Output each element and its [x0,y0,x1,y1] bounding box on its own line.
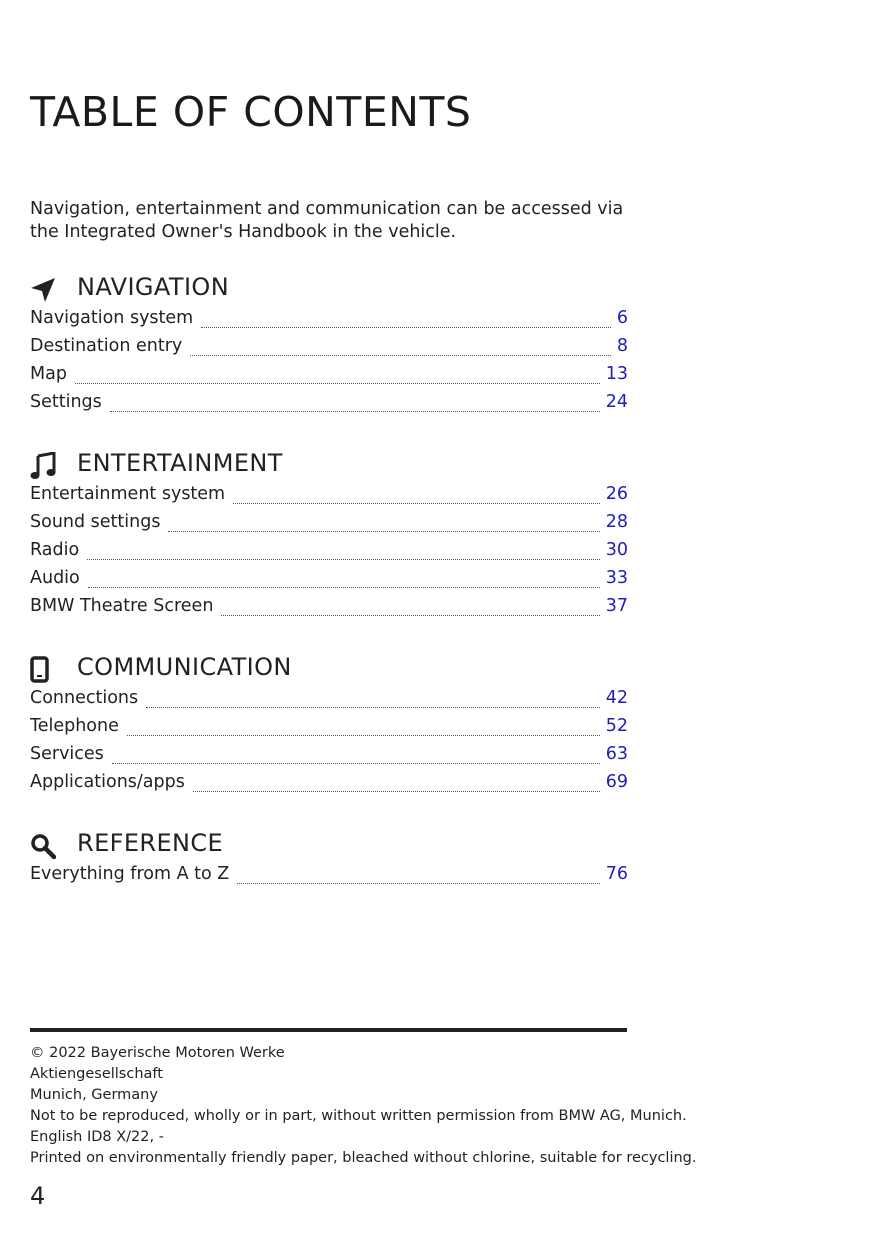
toc-list [30,308,628,420]
toc-page-number[interactable]: 76 [605,864,628,884]
section-title: REFERENCE [77,829,224,857]
copyright-footer [30,1043,697,1169]
toc-entry-bmw-theatre-screen[interactable] [30,596,628,624]
page-title: TABLE OF CONTENTS [30,88,472,136]
toc-page-number[interactable]: 6 [616,308,628,328]
toc-entry-sound-settings[interactable] [30,512,628,540]
footer-line: Not to be reproduced, wholly or in part, without written permission from BMW AG, Munich. [30,1108,687,1124]
toc-page-number[interactable]: 30 [605,540,628,560]
leader-dots [190,354,611,356]
section-navigation [30,270,628,420]
toc-entry-radio[interactable] [30,540,628,568]
toc-entry-connections[interactable] [30,688,628,716]
toc-page-number[interactable]: 28 [605,512,628,532]
toc-entry-everything-a-to-z[interactable] [30,864,628,892]
toc-entry-entertainment-system[interactable] [30,484,628,512]
toc-entry-telephone[interactable] [30,716,628,744]
leader-dots [110,410,600,412]
footer-divider [30,1028,627,1032]
toc-entry-destination-entry[interactable] [30,336,628,364]
section-title: NAVIGATION [77,273,230,301]
toc-list [30,484,628,624]
toc-label: Sound settings [30,512,161,532]
leader-dots [193,790,600,792]
toc-label: Radio [30,540,80,560]
toc-label: Everything from A to Z [30,864,230,884]
toc-page-number[interactable]: 63 [605,744,628,764]
leader-dots [201,326,611,328]
footer-line: English ID8 X/22, - [30,1129,164,1145]
toc-page-number[interactable]: 52 [605,716,628,736]
leader-dots [168,530,599,532]
search-icon [30,829,64,863]
toc-entry-navigation-system[interactable] [30,308,628,336]
footer-line: Munich, Germany [30,1087,158,1103]
section-header [30,270,628,304]
toc-page-number[interactable]: 24 [605,392,628,412]
section-entertainment [30,446,628,624]
toc-page-number[interactable]: 13 [605,364,628,384]
toc-label: Entertainment system [30,484,226,504]
toc-entry-settings[interactable] [30,392,628,420]
music-note-icon [30,449,64,483]
leader-dots [237,882,599,884]
toc-page-number[interactable]: 33 [605,568,628,588]
toc-label: Settings [30,392,102,412]
leader-dots [221,614,599,616]
toc-page-number[interactable]: 8 [616,336,628,356]
toc-label: Connections [30,688,139,708]
page-number: 4 [30,1182,46,1210]
toc-list [30,864,628,892]
toc-entry-map[interactable] [30,364,628,392]
leader-dots [146,706,600,708]
toc-page-number[interactable]: 42 [605,688,628,708]
toc-label: Navigation system [30,308,194,328]
toc-label: Applications/apps [30,772,185,792]
leader-dots [87,558,600,560]
toc-label: Telephone [30,716,119,736]
leader-dots [75,382,600,384]
leader-dots [88,586,600,588]
toc-label: Destination entry [30,336,183,356]
toc-label: Map [30,364,67,384]
toc-entry-services[interactable] [30,744,628,772]
leader-dots [127,734,600,736]
phone-icon [30,653,64,687]
section-header [30,826,628,860]
footer-line: Printed on environmentally friendly paper, bleached without chlorine, suitable for recycling. [30,1150,697,1166]
section-header [30,446,628,480]
section-communication [30,650,628,800]
toc-page-number[interactable]: 26 [605,484,628,504]
section-title: COMMUNICATION [77,653,292,681]
leader-dots [112,762,600,764]
toc-label: Services [30,744,104,764]
leader-dots [233,502,600,504]
toc-label: BMW Theatre Screen [30,596,214,616]
toc-list [30,688,628,800]
section-header [30,650,628,684]
toc-page-number[interactable]: 37 [605,596,628,616]
toc-entry-applications-apps[interactable] [30,772,628,800]
toc-entry-audio[interactable] [30,568,628,596]
toc-label: Audio [30,568,80,588]
footer-line: © 2022 Bayerische Motoren Werke [30,1045,285,1061]
toc-page-number[interactable]: 69 [605,772,628,792]
footer-line: Aktiengesellschaft [30,1066,163,1082]
section-reference [30,826,628,892]
navigation-arrow-icon [30,273,64,307]
intro-text: Navigation, entertainment and communication can be accessed via the Integrated Owner's Handbook in the vehicle. [30,199,624,242]
section-title: ENTERTAINMENT [77,449,283,477]
